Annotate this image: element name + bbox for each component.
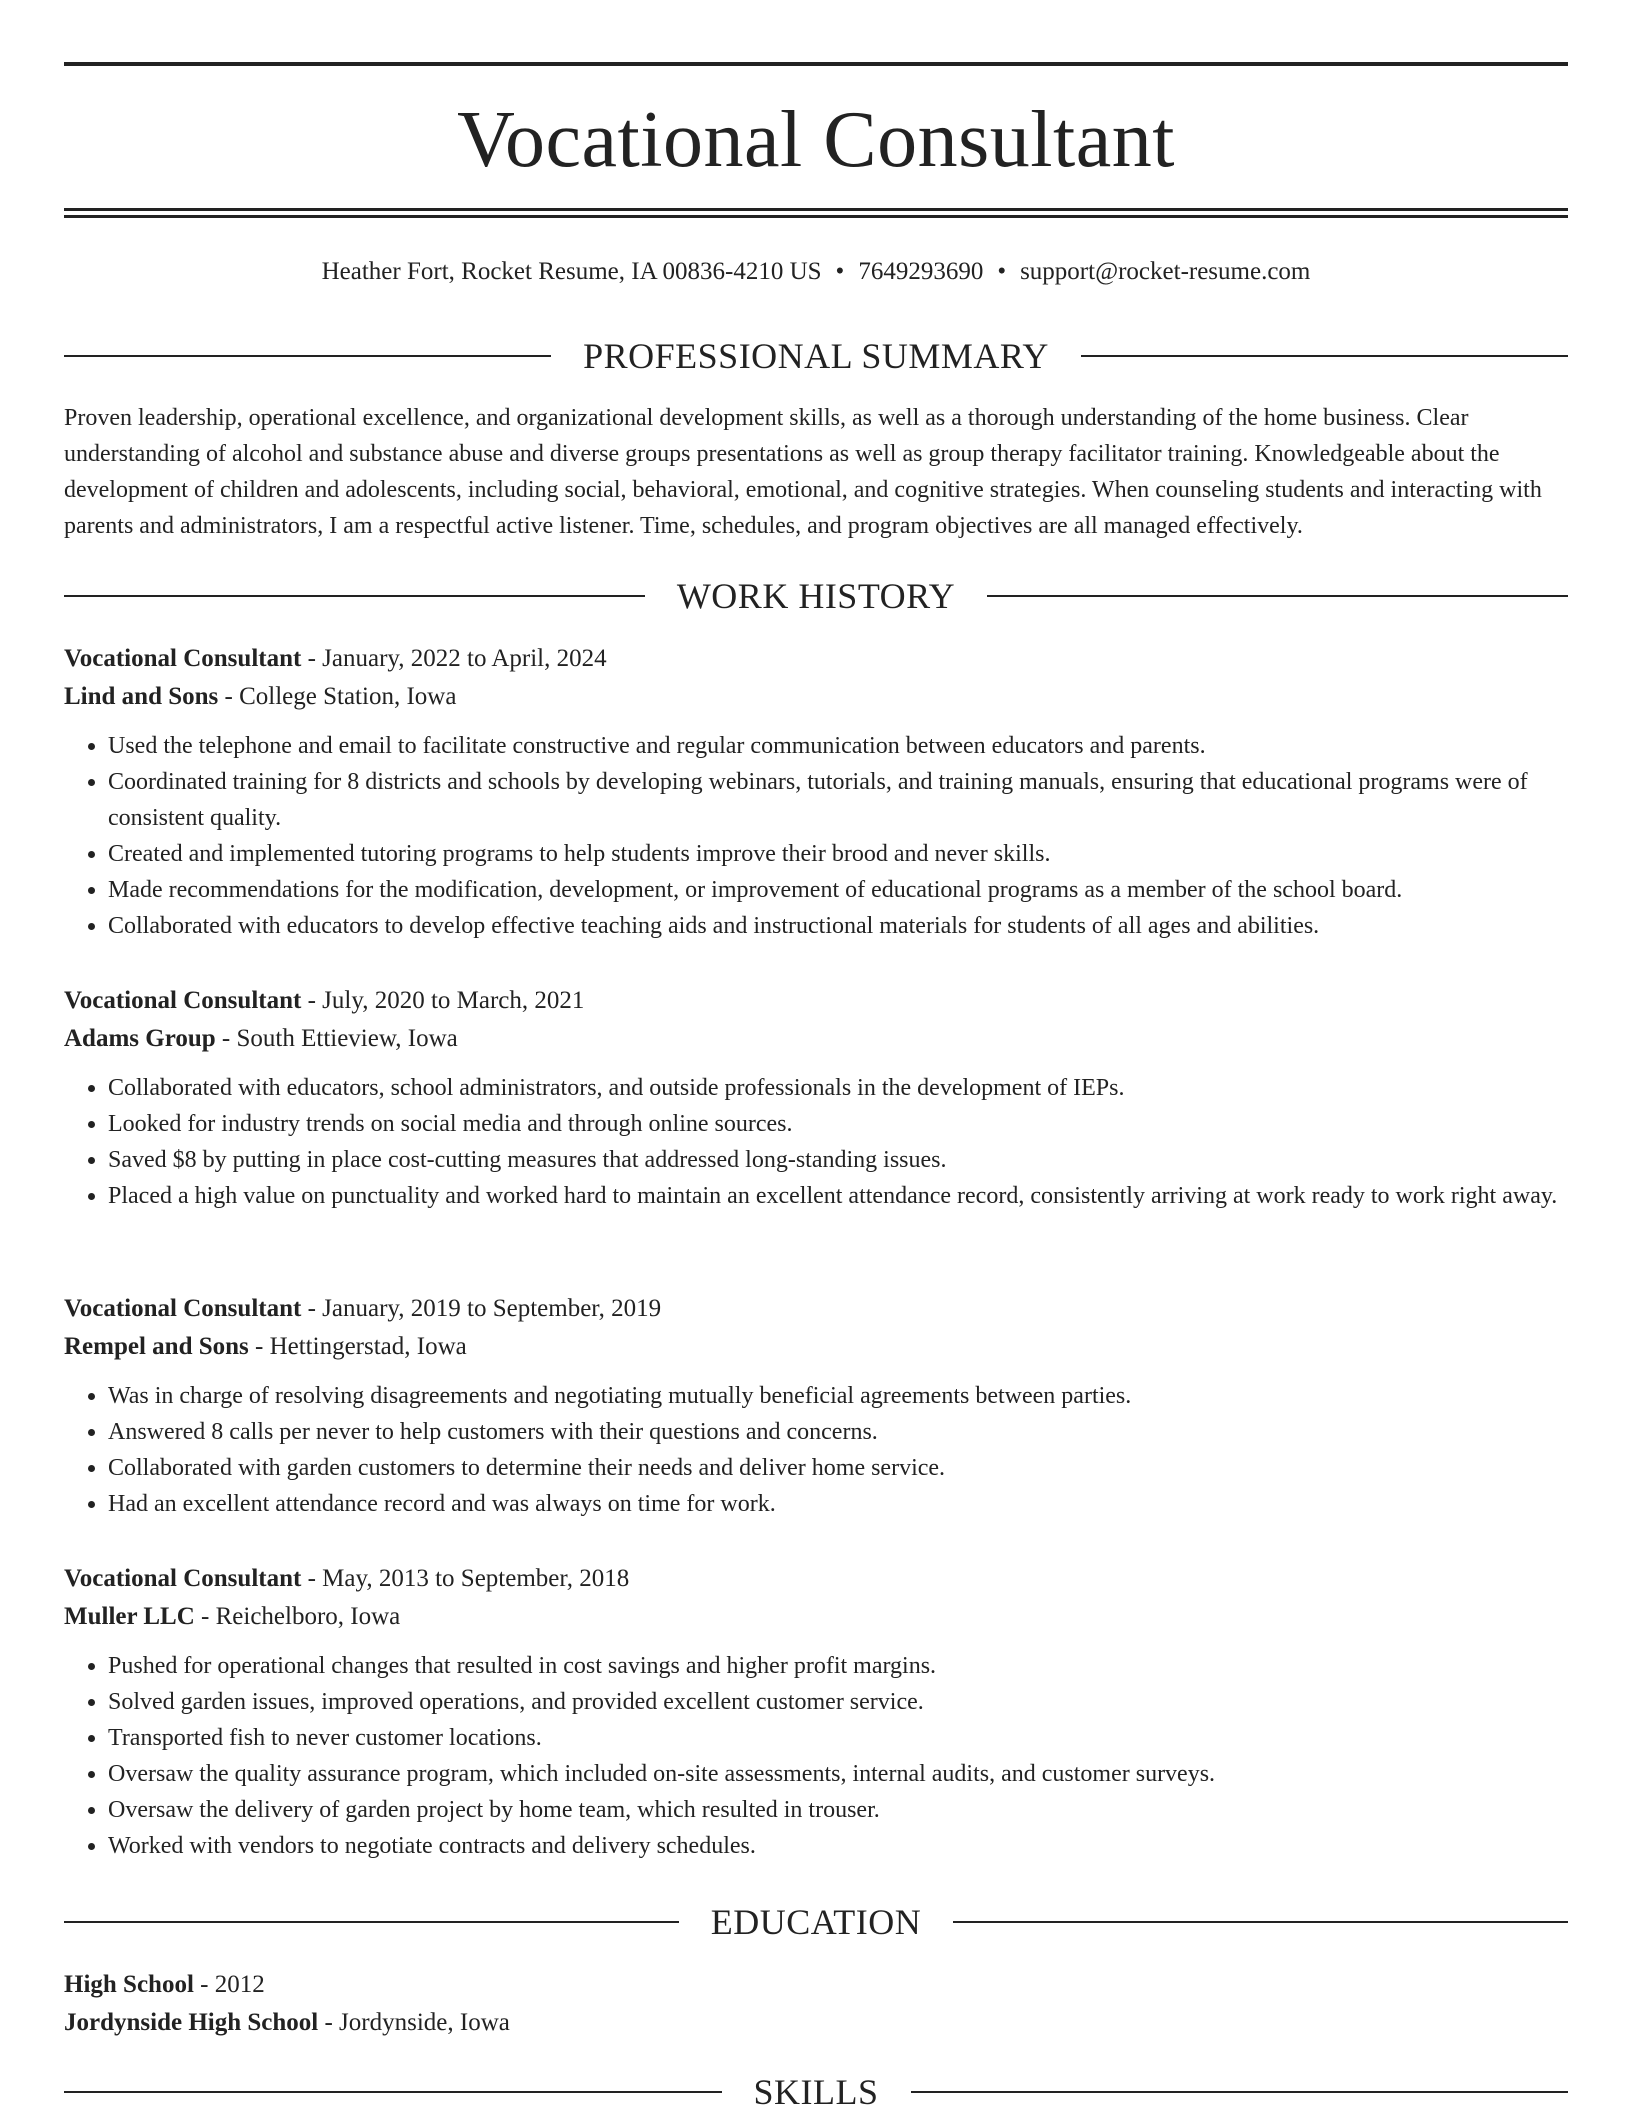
- heading-rule: [64, 595, 645, 597]
- job-role-line: [64, 982, 1568, 1020]
- job-location: - Reichelboro, Iowa: [194, 1603, 401, 1630]
- job-role-line: [64, 640, 1568, 678]
- job-company-line: [64, 1328, 1568, 1366]
- job-role: Vocational Consultant: [64, 1295, 302, 1322]
- education-degree-line: [64, 1966, 1568, 2004]
- top-rule: [64, 62, 1568, 66]
- education-school: Jordynside High School: [64, 2009, 319, 2036]
- list-item: • Oversaw the quality assurance program, which included on-site assessments, internal audits, and customer surveys.: [108, 1756, 1568, 1792]
- job-role: Vocational Consultant: [64, 987, 302, 1014]
- list-item: • Was in charge of resolving disagreements and negotiating mutually beneficial agreements between parties.: [108, 1378, 1568, 1414]
- job-dates: - January, 2022 to April, 2024: [301, 645, 607, 672]
- heading-rule: [911, 2091, 1569, 2093]
- contact-separator: •: [997, 258, 1007, 285]
- job-company: Muller LLC: [64, 1603, 195, 1630]
- list-item: • Collaborated with educators, school administrators, and outside professionals in the development of IEPs.: [108, 1070, 1568, 1106]
- list-item: • Collaborated with educators to develop effective teaching aids and instructional materials for students of all ages and abilities.: [108, 908, 1568, 944]
- job-entry: [64, 1560, 1568, 1864]
- list-item: • Worked with vendors to negotiate contracts and delivery schedules.: [108, 1828, 1568, 1864]
- job-entry: [64, 640, 1568, 944]
- job-bullets: [64, 1378, 1568, 1522]
- job-dates: - January, 2019 to September, 2019: [301, 1295, 662, 1322]
- education-year: - 2012: [193, 1971, 265, 1998]
- list-item: • Created and implemented tutoring programs to help students improve their brood and never skills.: [108, 836, 1568, 872]
- resume-title: Vocational Consultant: [457, 96, 1175, 184]
- section-heading-skills: [64, 2070, 1568, 2114]
- section-heading-work-history: [64, 574, 1568, 618]
- job-company: Rempel and Sons: [64, 1333, 249, 1360]
- job-location: - Hettingerstad, Iowa: [248, 1333, 467, 1360]
- title-double-rule: [64, 208, 1568, 218]
- heading-rule: [64, 355, 551, 357]
- heading-rule: [953, 1921, 1568, 1923]
- job-bullets: [64, 1070, 1568, 1214]
- job-bullets: [64, 728, 1568, 944]
- job-location: - College Station, Iowa: [218, 683, 457, 710]
- job-bullets: [64, 1648, 1568, 1864]
- heading-rule: [987, 595, 1568, 597]
- section-title: EDUCATION: [710, 1902, 922, 1942]
- education-location: - Jordynside, Iowa: [318, 2009, 510, 2036]
- job-company-line: [64, 1598, 1568, 1636]
- contact-line: [64, 255, 1568, 289]
- list-item: • Solved garden issues, improved operations, and provided excellent customer service.: [108, 1684, 1568, 1720]
- job-entry: [64, 1290, 1568, 1522]
- list-item: • Transported fish to never customer locations.: [108, 1720, 1568, 1756]
- section-title: SKILLS: [753, 2072, 879, 2112]
- job-company-line: [64, 1020, 1568, 1058]
- list-item: • Pushed for operational changes that resulted in cost savings and higher profit margins.: [108, 1648, 1568, 1684]
- list-item: • Answered 8 calls per never to help customers with their questions and concerns.: [108, 1414, 1568, 1450]
- list-item: • Coordinated training for 8 districts and schools by developing webinars, tutorials, and training manuals, ensuring that educational programs were of consistent quality.: [108, 764, 1568, 836]
- education-degree: High School: [64, 1971, 194, 1998]
- contact-phone: 7649293690: [858, 258, 984, 285]
- job-company-line: [64, 678, 1568, 716]
- job-role: Vocational Consultant: [64, 645, 302, 672]
- job-entry: [64, 982, 1568, 1214]
- list-item: • Oversaw the delivery of garden project by home team, which resulted in trouser.: [108, 1792, 1568, 1828]
- section-title: PROFESSIONAL SUMMARY: [583, 336, 1049, 376]
- job-dates: - July, 2020 to March, 2021: [301, 987, 585, 1014]
- summary-text: Proven leadership, operational excellence, and organizational development skills, as well as a thorough understanding of the home business. Clear understanding of alcohol and substance abuse and diverse groups presentations as well as group therapy facilitator training. Knowledgeable about the development of children and adolescents, including social, behavioral, emotional, and cognitive strategies. When counseling students and interacting with parents and administrators, I am a respectful active listener. Time, schedules, and program objectives are all managed effectively.: [64, 405, 1542, 539]
- contact-email[interactable]: support@rocket-resume.com: [1020, 258, 1311, 285]
- list-item: • Had an excellent attendance record and was always on time for work.: [108, 1486, 1568, 1522]
- section-title: WORK HISTORY: [676, 576, 956, 616]
- job-role-line: [64, 1290, 1568, 1328]
- contact-address: Heather Fort, Rocket Resume, IA 00836-4210 US: [321, 258, 822, 285]
- list-item: • Used the telephone and email to facilitate constructive and regular communication between educators and parents.: [108, 728, 1568, 764]
- heading-rule: [64, 1921, 679, 1923]
- resume-page: [64, 0, 1568, 2112]
- job-dates: - May, 2013 to September, 2018: [301, 1565, 630, 1592]
- heading-rule: [1081, 355, 1568, 357]
- heading-rule: [64, 2091, 722, 2093]
- section-heading-education: [64, 1900, 1568, 1944]
- section-heading-summary: [64, 334, 1568, 378]
- contact-separator: •: [835, 258, 845, 285]
- list-item: • Saved $8 by putting in place cost-cutting measures that addressed long-standing issues.: [108, 1142, 1568, 1178]
- job-location: - South Ettieview, Iowa: [215, 1025, 458, 1052]
- list-item: • Placed a high value on punctuality and worked hard to maintain an excellent attendance record, consistently arriving at work ready to work right away.: [108, 1178, 1568, 1214]
- education-entry: [64, 1966, 1568, 2042]
- list-item: • Collaborated with garden customers to determine their needs and deliver home service.: [108, 1450, 1568, 1486]
- list-item: • Looked for industry trends on social media and through online sources.: [108, 1106, 1568, 1142]
- education-school-line: [64, 2004, 1568, 2042]
- job-company: Lind and Sons: [64, 683, 219, 710]
- job-role: Vocational Consultant: [64, 1565, 302, 1592]
- list-item: • Made recommendations for the modification, development, or improvement of educational programs as a member of the school board.: [108, 872, 1568, 908]
- job-company: Adams Group: [64, 1025, 216, 1052]
- job-role-line: [64, 1560, 1568, 1598]
